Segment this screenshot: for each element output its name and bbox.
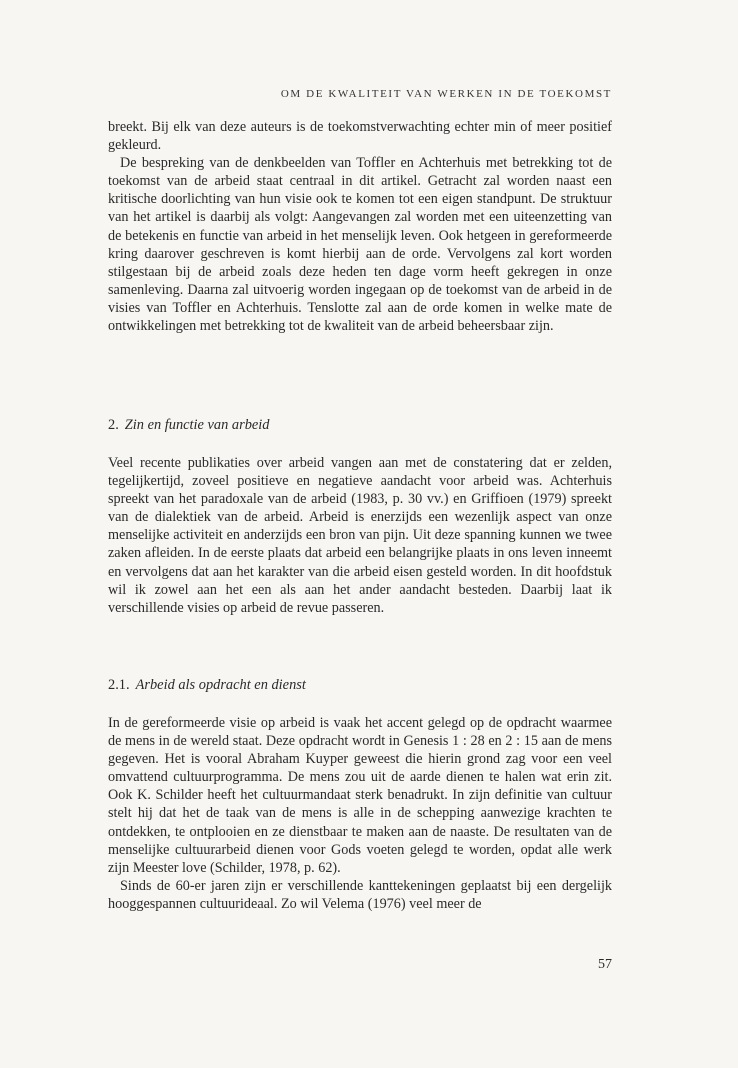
subsection-title: Arbeid als opdracht en dienst xyxy=(135,677,306,693)
intro-text-block xyxy=(108,118,612,335)
running-head: OM DE KWALITEIT VAN WERKEN IN DE TOEKOMST xyxy=(280,88,612,100)
paragraph: Veel recente publikaties over arbeid vangen aan met de constatering dat er zelden, tegelijkertijd, zoveel positieve en negatieve aandacht voor arbeid was. Achterhuis spreekt van het paradoxale van de arbeid (1983, p. 30 vv.) en Griffioen (1979) spreekt van de dialektiek van de arbeid. Arbeid is enerzijds een wezenlijk aspect van onze menselijke activiteit en anderzijds een bron van pijn. Uit deze spanning kunnen we twee zaken afleiden. In de eerste plaats dat arbeid een belangrijke plaats in ons leven inneemt en vervolgens dat aan het karakter van die arbeid eisen gesteld worden. In dit hoofdstuk wil ik zowel aan het een als aan het ander aandacht besteden. Daarbij laat ik verschillende visies op arbeid de revue passeren. xyxy=(108,455,612,616)
paragraph: De bespreking van de denkbeelden van Toffler en Achterhuis met betrekking tot de toekomst van de arbeid staat centraal in dit artikel. Getracht zal worden naast een kritische doorlichting van hun visie ook te komen tot een eigen standpunt. De struktuur van het artikel is daarbij als volgt: Aangevangen zal worden met een uiteenzetting van de betekenis en functie van arbeid in het menselijk leven. Ook hetgeen in gereformeerde kring daarover geschreven is komt hierbij aan de orde. Vervolgens zal kort worden stilgestaan bij de arbeid zoals deze heden ten dage vorm heeft gekregen in onze samenleving. Daarna zal uitvoerig worden ingegaan op de toekomst van de arbeid in de visies van Toffler en Achterhuis. Tenslotte zal aan de orde komen in welke mate de ontwikkelingen met betrekking tot de kwaliteit van de arbeid beheersbaar zijn. xyxy=(108,155,612,335)
subsection-text-block xyxy=(108,714,612,913)
section-text-block xyxy=(108,454,612,617)
paragraph: breekt. Bij elk van deze auteurs is de toekomstverwachting echter min of meer positief gekleurd. xyxy=(108,119,612,154)
section-title: Zin en functie van arbeid xyxy=(124,417,270,433)
section-number: 2. xyxy=(108,417,119,433)
subsection-heading xyxy=(108,677,306,694)
subsection-number: 2.1. xyxy=(108,677,130,693)
paragraph: In de gereformeerde visie op arbeid is vaak het accent gelegd op de opdracht waarmee de mens in de wereld staat. Deze opdracht wordt in Genesis 1 : 28 en 2 : 15 aan de mens gegeven. Het is vooral Abraham Kuyper geweest die hierin grond zag voor een veel omvattend cultuurprogramma. De mens zou uit de aarde dienen te halen wat erin zit. Ook K. Schilder heeft het cultuurmandaat sterk benadrukt. In zijn definitie van cultuur stelt hij dat het de taak van de mens is alle in de schepping aanwezige krachten te ontdekken, te ontplooien en ze dienstbaar te maken aan de naaste. De resultaten van de menselijke cultuurarbeid dienen voor Gods voeten gelegd te worden, opdat alle werk zijn Meester love (Schilder, 1978, p. 62). xyxy=(108,715,612,876)
section-heading xyxy=(108,417,269,434)
paragraph: Sinds de 60-er jaren zijn er verschillende kanttekeningen geplaatst bij een dergelijk hooggespannen cultuurideaal. Zo wil Velema (1976) veel meer de xyxy=(108,877,612,912)
page-number: 57 xyxy=(598,957,612,972)
